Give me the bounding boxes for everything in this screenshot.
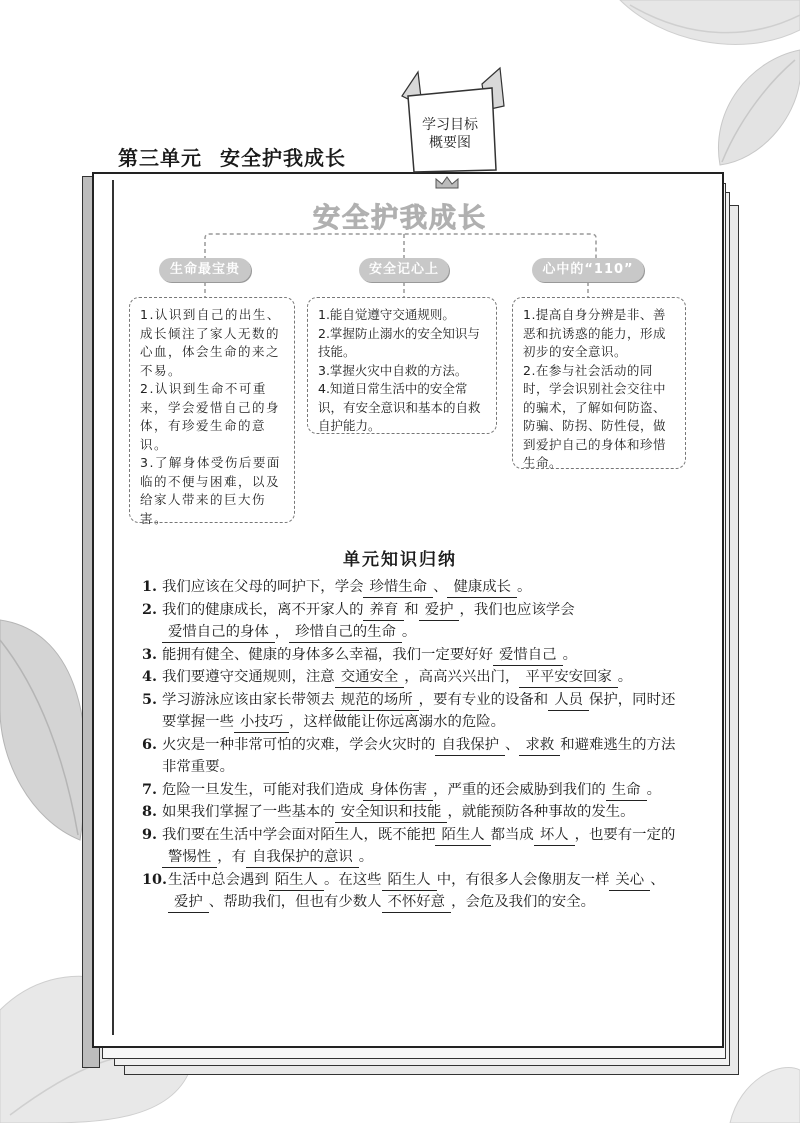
item-text: ，我们也应该学会 — [459, 601, 575, 618]
answer-blank: 陌生人 — [382, 871, 437, 891]
answer-blank: 规范的场所 — [335, 691, 419, 711]
item-text: 。在这些 — [323, 871, 382, 888]
item-text: ，就能预防各种事故的发生。 — [447, 804, 635, 820]
unit-title — [118, 142, 346, 171]
item-text: 和 — [404, 601, 419, 618]
summary-list — [142, 576, 682, 914]
answer-blank: 警惕性 — [162, 848, 217, 868]
goal-item: 4.知道日常生活中的安全常识，有安全意识和基本的自救自护能力。 — [318, 381, 481, 433]
goal-item: 2.掌握防止溺水的安全知识与技能。 — [318, 325, 480, 359]
goal-item: 1.认识到自己的出生、成长倾注了家人无数的心血，体会生命的来之不易。 — [140, 307, 281, 378]
item-text: 。 — [401, 624, 417, 640]
summary-item — [142, 869, 682, 914]
item-number: 5. — [142, 690, 158, 708]
answer-blank: 小技巧 — [234, 713, 289, 733]
item-number: 3. — [142, 645, 158, 663]
concept-map-title: 安全护我成长 — [313, 203, 487, 234]
item-text: 、 — [505, 736, 520, 753]
item-text: 我们应该在父母的呵护下，学会 — [162, 579, 364, 595]
page-margin-line — [112, 180, 114, 1035]
item-text: ，这样做能让你远离溺水的危险。 — [289, 714, 506, 730]
goal-item: 1.能自觉遵守交通规则。 — [318, 307, 455, 322]
unit-label: 第三单元 — [118, 146, 202, 170]
summary-item — [142, 644, 682, 667]
tab-line2: 概要图 — [429, 135, 471, 151]
item-text: ，有 — [217, 849, 246, 865]
summary-item — [142, 824, 682, 869]
unit-name: 安全护我成长 — [220, 146, 346, 170]
item-text: 我们要遵守交通规则，注意 — [162, 669, 335, 685]
item-text: 中，有很多人会像朋友一样 — [436, 871, 610, 888]
item-text: 。 — [517, 579, 532, 595]
learning-goals-tab — [414, 116, 486, 152]
tab-line1: 学习目标 — [422, 117, 478, 133]
item-text: 生活中总会遇到 — [168, 871, 269, 888]
item-text: ，严重的还会威胁到我们的 — [433, 781, 606, 798]
answer-blank: 生命 — [606, 781, 647, 801]
answer-blank: 身体伤害 — [363, 781, 433, 801]
goal-item: 2.在参与社会活动的同时，学会识别社会交往中的骗术，了解如何防盗、防骗、防拐、防性侵，做到爱护自己的身体和珍惜生命。 — [523, 362, 667, 470]
answer-blank: 平平安安回家 — [519, 668, 617, 688]
item-text: 。 — [358, 849, 374, 865]
goal-item: 3.掌握火灾中自救的方法。 — [318, 362, 468, 378]
branch-label-110: 心中的“110” — [532, 258, 644, 282]
item-text: ，也要有一定的 — [574, 826, 676, 843]
item-text: ， — [274, 624, 290, 640]
answer-blank: 爱护 — [419, 601, 460, 621]
goal-item: 2.认识到生命不可重来，学会爱惜自己的身体，有珍爱生命的意识。 — [140, 381, 281, 452]
summary-item — [142, 599, 682, 644]
answer-blank: 爱惜自己 — [493, 646, 563, 666]
answer-blank: 坏人 — [534, 826, 575, 846]
item-text: 能拥有健全、健康的身体多么幸福，我们一定要好好 — [162, 646, 493, 663]
answer-blank: 健康成长 — [447, 578, 517, 598]
answer-blank: 爱护 — [168, 893, 209, 913]
item-number: 2. — [142, 600, 158, 618]
item-text: ，高高兴兴出门， — [404, 669, 520, 685]
answer-blank: 爱惜自己的身体 — [162, 623, 275, 643]
item-text: 火灾是一种非常可怕的灾难，学会火灾时的 — [162, 736, 436, 753]
item-number: 10. — [142, 870, 168, 888]
branch-box-110 — [512, 297, 686, 469]
answer-blank: 自我保护 — [435, 736, 505, 756]
summary-item — [142, 779, 682, 802]
answer-blank: 交通安全 — [335, 668, 405, 688]
answer-blank: 人员 — [548, 691, 589, 711]
branch-label-life: 生命最宝贵 — [159, 258, 251, 282]
item-text: ，要有专业的设备和 — [418, 691, 549, 708]
answer-blank: 求救 — [519, 736, 560, 756]
answer-blank: 关心 — [609, 871, 650, 891]
summary-title: 单元知识归纳 — [343, 550, 457, 570]
item-text: 。 — [617, 669, 633, 685]
answer-blank: 珍惜生命 — [363, 578, 433, 598]
item-text: 如果我们掌握了一些基本的 — [162, 804, 335, 820]
item-text: 危险一旦发生，可能对我们造成 — [162, 781, 364, 798]
item-number: 8. — [142, 803, 158, 820]
answer-blank: 陌生人 — [269, 871, 324, 891]
item-text: ，会危及我们的安全。 — [451, 894, 595, 910]
summary-item — [142, 689, 682, 734]
branch-box-life — [129, 297, 295, 526]
item-text: 都当成 — [490, 826, 534, 843]
item-text: 。 — [562, 646, 577, 663]
branch-label-safety: 安全记心上 — [359, 258, 449, 282]
answer-blank: 珍惜自己的生命 — [289, 623, 402, 643]
item-text: 、 — [650, 871, 665, 888]
item-text: 。 — [646, 781, 661, 798]
item-number: 7. — [142, 780, 158, 798]
answer-blank: 安全知识和技能 — [335, 803, 448, 823]
item-number: 6. — [142, 735, 158, 753]
answer-blank: 不怀好意 — [382, 893, 452, 913]
item-text: 、 — [433, 579, 448, 595]
item-number: 9. — [142, 825, 158, 843]
item-number: 4. — [142, 668, 158, 685]
item-text: 和避难逃生的方法非常重要。 — [162, 736, 676, 775]
item-number: 1. — [142, 578, 158, 595]
item-text: 保护，同时还要掌握一些 — [162, 691, 676, 730]
goal-item: 1.提高自身分辨是非、善恶和抗诱惑的能力，形成初步的安全意识。 — [523, 307, 667, 359]
item-text: 我们要在生活中学会面对陌生人，既不能把 — [162, 826, 436, 843]
item-text: 、帮助我们，但也有少数人 — [208, 894, 382, 910]
crown-icon — [434, 176, 460, 190]
goal-item: 3.了解身体受伤后要面临的不便与困难，以及给家人带来的巨大伤害。 — [140, 455, 281, 526]
leaf-right-decoration — [690, 40, 800, 170]
answer-blank: 自我保护的意识 — [246, 848, 359, 868]
item-text: 我们的健康成长，离不开家人的 — [162, 601, 364, 618]
item-text: 学习游泳应该由家长带领去 — [162, 691, 335, 708]
summary-item — [142, 734, 682, 779]
answer-blank: 养育 — [363, 601, 404, 621]
answer-blank: 陌生人 — [435, 826, 490, 846]
summary-item — [142, 801, 682, 824]
summary-item — [142, 666, 682, 689]
branch-box-safety — [307, 297, 497, 434]
summary-item — [142, 576, 682, 599]
